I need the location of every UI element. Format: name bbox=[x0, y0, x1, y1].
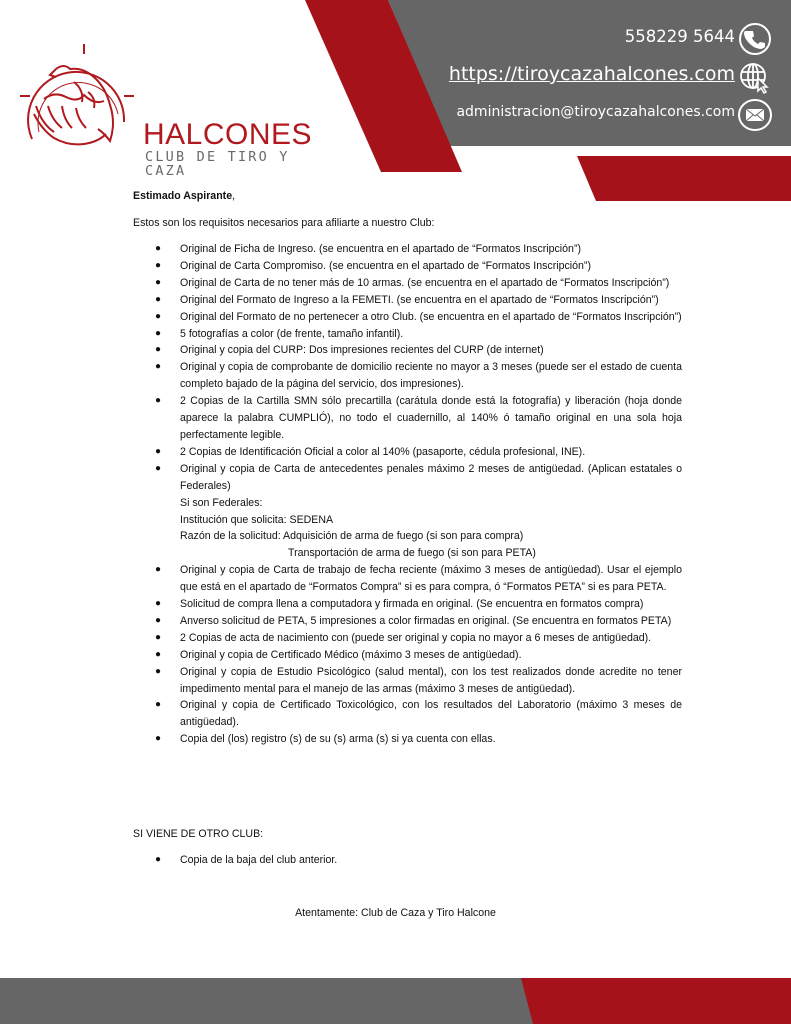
list-item bbox=[133, 731, 682, 748]
bullet-icon: ● bbox=[155, 648, 162, 660]
list-item bbox=[133, 596, 682, 613]
list-item bbox=[133, 275, 682, 292]
bullet-icon: ● bbox=[155, 395, 162, 407]
list-item-text: Original de Ficha de Ingreso. (se encuentra en el apartado de “Formatos Inscripción”) bbox=[180, 243, 582, 255]
list-item-text: Original y copia de Estudio Psicológico (salud mental), con los test realizados donde acredite no tener impedimento mental para el manejo de las armas (máximo 3 meses de antigüedad). bbox=[180, 665, 682, 695]
website-link[interactable]: https://tiroycazahalcones.com bbox=[448, 63, 735, 85]
list-item bbox=[133, 292, 682, 309]
list-item-text: Original del Formato de no pertenecer a otro Club. (se encuentra en el apartado de “Formatos Inscripción”) bbox=[180, 310, 682, 323]
list-item-text: Original y copia del CURP: Dos impresiones recientes del CURP (de internet) bbox=[180, 344, 544, 357]
list-item-text: 5 fotografías a color (de frente, tamaño infantil). bbox=[180, 327, 404, 340]
list-item-text: Original de Carta Compromiso. (se encuentra en el apartado de “Formatos Inscripción”) bbox=[180, 259, 591, 272]
list-item-text: Original y copia de Certificado Médico (máximo 3 meses de antigüedad). bbox=[180, 648, 522, 661]
list-item bbox=[133, 613, 682, 630]
globe-cursor-icon[interactable] bbox=[738, 60, 772, 94]
bullet-icon: ● bbox=[155, 276, 162, 288]
bullet-icon: ● bbox=[155, 293, 162, 305]
footer-decoration bbox=[0, 978, 791, 1024]
list-item bbox=[133, 647, 682, 664]
bullet-icon: ● bbox=[155, 614, 162, 626]
other-club-list bbox=[133, 852, 682, 869]
brand-name: HALCONES bbox=[143, 118, 313, 151]
bullet-icon: ● bbox=[155, 631, 162, 643]
list-item-text: 2 Copias de la Cartilla SMN sólo precartilla (carátula donde está la fotografía) y liberación (hoja donde aparece la palabra CUMPLIÓ), no todo el cuadernillo, al 140% ó tamaño original en una sola hoja perfectamente legible. bbox=[180, 395, 682, 441]
federal-reason-alt: Transportación de arma de fuego (si son para PETA) bbox=[288, 547, 536, 560]
list-item bbox=[133, 697, 682, 731]
list-item-text: Original del Formato de Ingreso a la FEMETI. (se encuentra en el apartado de “Formatos Inscripción”) bbox=[180, 293, 659, 306]
list-item bbox=[133, 461, 682, 562]
list-item bbox=[133, 326, 682, 343]
bullet-icon: ● bbox=[155, 462, 162, 474]
falcon-emblem-icon bbox=[14, 44, 139, 154]
other-club-heading: SI VIENE DE OTRO CLUB: bbox=[133, 828, 264, 840]
email-address[interactable]: administracion@tiroycazahalcones.com bbox=[456, 104, 735, 120]
intro-text: Estos son los requisitos necesarios para afiliarte a nuestro Club: bbox=[133, 217, 435, 229]
greeting-text: Estimado Aspirante bbox=[133, 190, 233, 202]
list-item-text: 2 Copias de acta de nacimiento con (puede ser original y copia no mayor a 6 meses de antigüedad). bbox=[180, 631, 652, 644]
list-item bbox=[133, 342, 682, 359]
bullet-icon: ● bbox=[155, 564, 162, 576]
bullet-icon: ● bbox=[155, 445, 162, 457]
list-item-text: Copia de la baja del club anterior. bbox=[180, 854, 338, 866]
list-item bbox=[133, 444, 682, 461]
greeting-punct: , bbox=[232, 190, 236, 202]
list-item bbox=[133, 258, 682, 275]
list-item bbox=[133, 359, 682, 393]
federal-institution: Institución que solicita: SEDENA bbox=[180, 513, 334, 526]
list-item bbox=[133, 241, 682, 258]
list-item-text: Solicitud de compra llena a computadora y firmada en original. (Se encuentra en formatos compra) bbox=[180, 598, 644, 611]
bullet-icon: ● bbox=[155, 854, 162, 865]
bullet-icon: ● bbox=[155, 243, 162, 254]
list-item-text: Original y copia de Certificado Toxicológico, con los resultados del Laboratorio (máximo 3 meses de antigüedad). bbox=[180, 699, 682, 729]
list-item-text: Original y copia de comprobante de domicilio reciente no mayor a 3 meses (puede ser el estado de cuenta completo bajado de la página del servicio, dos impresiones). bbox=[180, 361, 682, 391]
closing-signature: Atentamente: Club de Caza y Tiro Halcone bbox=[295, 907, 496, 919]
club-logo bbox=[14, 44, 324, 179]
list-item bbox=[133, 664, 682, 698]
list-item bbox=[133, 852, 682, 869]
federal-reason: Razón de la solicitud: Adquisición de arma de fuego (si son para compra) bbox=[180, 530, 524, 543]
brand-subtitle: CLUB DE TIRO Y CAZA bbox=[145, 149, 290, 179]
bullet-icon: ● bbox=[155, 733, 162, 745]
bullet-icon: ● bbox=[155, 699, 162, 711]
list-item-text: Anverso solicitud de PETA, 5 impresiones a color firmadas en original. (Se encuentra en formatos PETA) bbox=[180, 614, 672, 627]
list-item-text: Original de Carta de no tener más de 10 armas. (se encuentra en el apartado de “Formatos Inscripción”) bbox=[180, 276, 670, 289]
list-item-text: Original y copia de Carta de antecedentes penales máximo 2 meses de antigüedad. (Aplican estatales o Federales) bbox=[180, 462, 682, 492]
greeting bbox=[133, 188, 682, 205]
bullet-icon: ● bbox=[155, 361, 162, 373]
list-item bbox=[133, 309, 682, 326]
phone-icon bbox=[738, 22, 772, 56]
phone-number: 558229 5644 bbox=[624, 27, 735, 46]
list-item bbox=[133, 393, 682, 444]
bullet-icon: ● bbox=[155, 310, 162, 322]
footer-red-band bbox=[521, 978, 791, 1024]
bullet-icon: ● bbox=[155, 598, 162, 610]
list-item bbox=[133, 562, 682, 596]
list-item-text: Original y copia de Carta de trabajo de fecha reciente (máximo 3 meses de antigüedad). Usar el ejemplo que está en el apartado de “Formatos Compra” si es para compra, ó “Formatos PETA” si es para PETA. bbox=[180, 564, 682, 594]
bullet-icon: ● bbox=[155, 327, 162, 339]
list-item-text: 2 Copias de Identificación Oficial a color al 140% (pasaporte, cédula profesional, INE). bbox=[180, 445, 586, 458]
bullet-icon: ● bbox=[155, 665, 162, 677]
list-item-text: Copia del (los) registro (s) de su (s) arma (s) si ya cuenta con ellas. bbox=[180, 733, 496, 746]
bullet-icon: ● bbox=[155, 344, 162, 356]
bullet-icon: ● bbox=[155, 259, 162, 271]
federal-heading: Si son Federales: bbox=[180, 496, 263, 509]
list-item bbox=[133, 630, 682, 647]
requirements-list bbox=[133, 241, 682, 748]
envelope-icon[interactable] bbox=[738, 98, 772, 132]
